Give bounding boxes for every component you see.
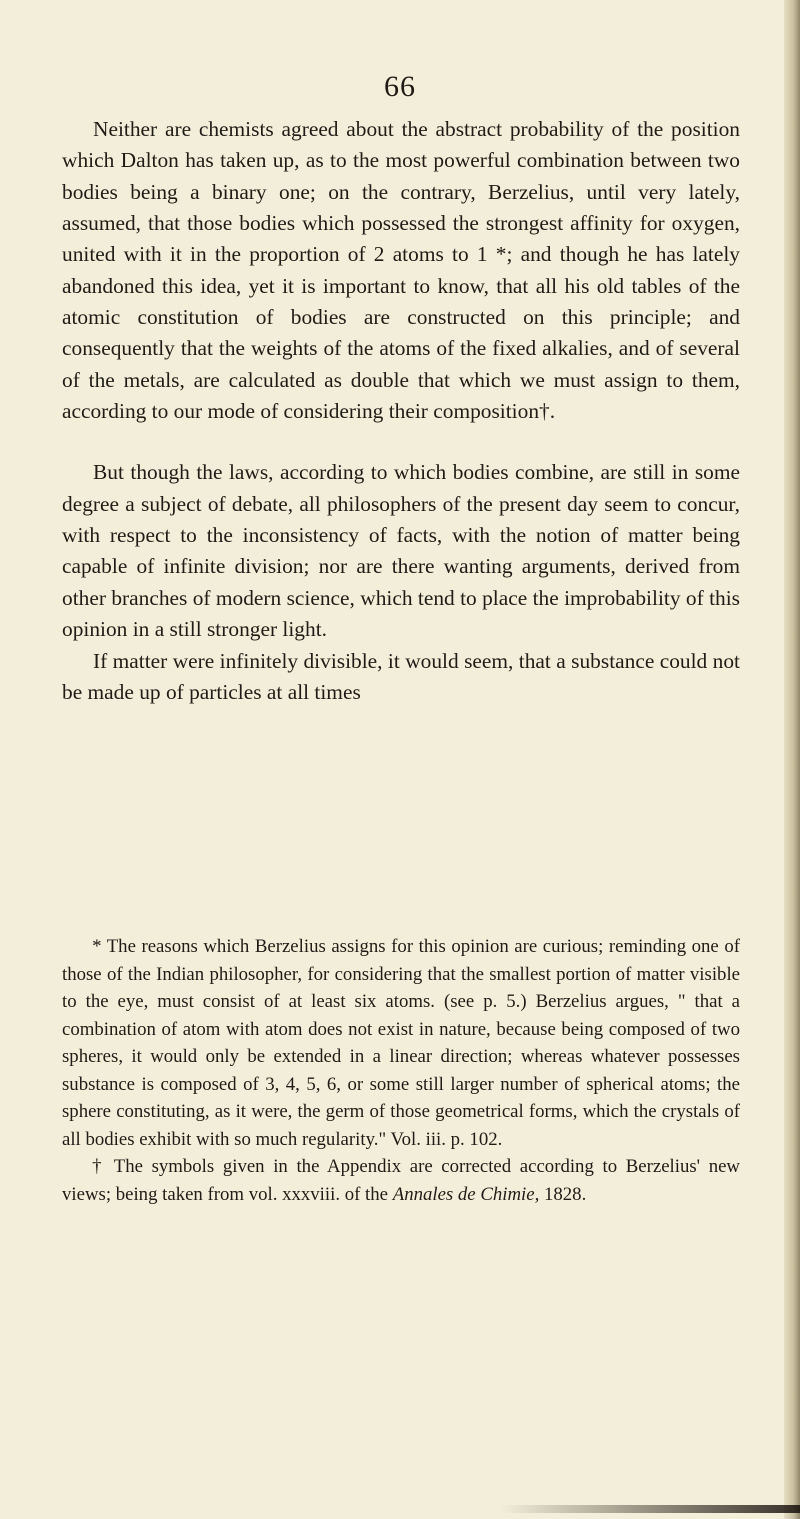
- binding-shadow: [500, 1505, 800, 1513]
- footnote-dagger-source: Annales de Chimie,: [392, 1183, 540, 1205]
- main-text: [62, 114, 740, 708]
- footnote-dagger: [62, 1153, 740, 1208]
- footnote-dagger-year: 1828.: [544, 1183, 587, 1205]
- paragraph-1: Neither are chemists agreed about the abstract probability of the position which Dalton has taken up, as to the most powerful combination between two bodies being a binary one; on the contrary, Berzelius, until very lately, assumed, that those bodies which possessed the strongest affinity for oxygen, united with it in the proportion of 2 atoms to 1 *; and though he has lately abandoned this idea, yet it is important to know, that all his old tables of the atomic constitution of bodies are constructed on this principle; and consequently that the weights of the atoms of the fixed alkalies, and of several of the metals, are calculated as double that which we must assign to them, according to our mode of considering their composition†.: [62, 117, 740, 424]
- page-edge: [784, 0, 800, 1519]
- paragraph-3: If matter were infinitely divisible, it would seem, that a substance could not be made up of particles at all times: [62, 648, 740, 704]
- footnotes: [62, 933, 740, 1208]
- footnote-dagger-text: † The symbols given in the Appendix are corrected according to Berzelius' new views; being taken from vol. xxxviii. of the: [62, 1156, 740, 1205]
- page-number: 66: [384, 70, 416, 103]
- paragraph-2: But though the laws, according to which bodies combine, are still in some degree a subject of debate, all philosophers of the present day seem to concur, with respect to the inconsistency of facts, with the notion of matter being capable of infinite division; nor are there wanting arguments, derived from other branches of modern science, which tend to place the improbability of this opinion in a still stronger light.: [62, 460, 740, 642]
- footnote-star: * The reasons which Berzelius assigns for this opinion are curious; reminding one of those of the Indian philosopher, for considering that the smallest portion of matter visible to the eye, must consist of at least six atoms. (see p. 5.) Berzelius argues, " that a combination of atom with atom does not exist in nature, because being composed of two spheres, it would only be extended in a linear direction; whereas whatever possesses substance is composed of 3, 4, 5, 6, or some still larger number of spherical atoms; the sphere constituting, as it were, the germ of those geometrical forms, which the crystals of all bodies exhibit with so much regularity." Vol. iii. p. 102.: [62, 936, 740, 1150]
